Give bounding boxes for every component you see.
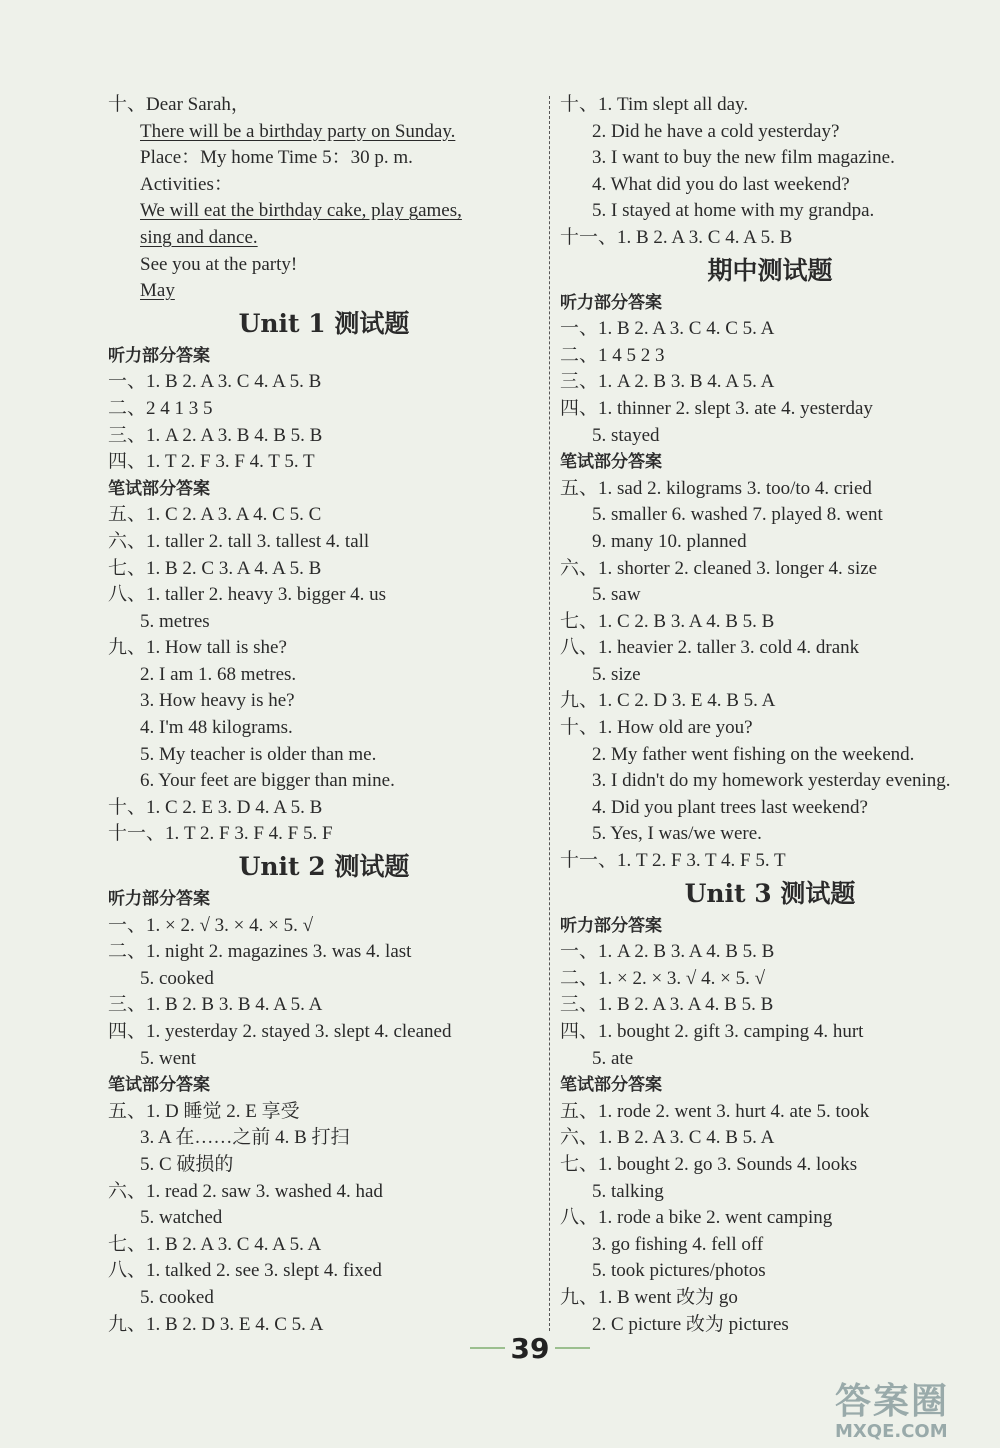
answer-line: 八、1. talked 2. see 3. slept 4. fixed bbox=[108, 1260, 382, 1282]
answer-line: 3. How heavy is he? bbox=[140, 690, 295, 712]
answer-line: 一、1. × 2. √ 3. × 4. × 5. √ bbox=[108, 914, 314, 936]
answer-line: 5. watched bbox=[140, 1207, 223, 1229]
answer-line: 十一、1. T 2. F 3. F 4. F 5. F bbox=[108, 823, 333, 845]
watermark-domain: MXQE.COM bbox=[835, 1421, 948, 1442]
answer-line: 一、1. B 2. A 3. C 4. A 5. B bbox=[108, 371, 322, 393]
answer-line: 5. cooked bbox=[140, 967, 214, 989]
answer-line: 三、1. B 2. B 3. B 4. A 5. A bbox=[108, 994, 323, 1016]
midterm-written-heading: 笔试部分答案 bbox=[560, 452, 662, 473]
answer-line: 5. saw bbox=[592, 584, 641, 606]
page-number bbox=[470, 1326, 590, 1370]
answer-line: 六、1. read 2. saw 3. washed 4. had bbox=[108, 1180, 383, 1202]
answer-line: 3. I want to buy the new film magazine. bbox=[592, 147, 895, 169]
midterm-listening-heading: 听力部分答案 bbox=[560, 292, 662, 313]
answer-line: 八、1. taller 2. heavy 3. bigger 4. us bbox=[108, 584, 387, 606]
watermark-logo bbox=[835, 1382, 985, 1442]
answer-line: 七、1. bought 2. go 3. Sounds 4. looks bbox=[560, 1153, 858, 1175]
unit2-listening-heading: 听力部分答案 bbox=[108, 889, 210, 910]
page-number-text: 39 bbox=[505, 1332, 556, 1365]
answer-line: 十、1. C 2. E 3. D 4. A 5. B bbox=[108, 796, 323, 818]
unit1-listening-heading: 听力部分答案 bbox=[108, 345, 210, 366]
letter-line: There will be a birthday party on Sunday. bbox=[140, 120, 456, 142]
answer-line: 四、1. bought 2. gift 3. camping 4. hurt bbox=[560, 1021, 864, 1042]
letter-line: We will eat the birthday cake, play games, bbox=[140, 200, 462, 222]
answer-line: 五、1. D 睡觉 2. E 享受 bbox=[108, 1100, 300, 1122]
unit1-written-heading: 笔试部分答案 bbox=[108, 478, 210, 499]
letter-line: See you at the party! bbox=[140, 253, 298, 275]
answer-line: 十、1. Tim slept all day. bbox=[560, 94, 749, 115]
answer-line: 3. A 在……之前 4. B 打扫 bbox=[140, 1127, 350, 1149]
letter-line: Place：My home Time 5：30 p. m. bbox=[140, 147, 413, 169]
answer-line: 5. metres bbox=[140, 610, 210, 632]
answer-line: 三、1. B 2. A 3. A 4. B 5. B bbox=[560, 994, 774, 1016]
answer-line: 5. talking bbox=[592, 1180, 664, 1202]
answer-line: 六、1. B 2. A 3. C 4. B 5. A bbox=[560, 1127, 775, 1149]
answer-line: 3. I didn't do my homework yesterday evening. bbox=[592, 770, 951, 792]
answer-line: 5. ate bbox=[592, 1047, 634, 1069]
answer-line: 七、1. B 2. A 3. C 4. A 5. A bbox=[108, 1233, 322, 1255]
letter-greeting: 十、Dear Sarah， bbox=[108, 94, 250, 115]
column-divider bbox=[549, 96, 551, 1346]
answer-line: 5. My teacher is older than me. bbox=[140, 743, 377, 765]
answer-line: 十、1. How old are you? bbox=[560, 717, 753, 739]
answer-line: 八、1. heavier 2. taller 3. cold 4. drank bbox=[560, 637, 860, 659]
answer-line: 十一、1. B 2. A 3. C 4. A 5. B bbox=[560, 226, 793, 248]
answer-line: 六、1. taller 2. tall 3. tallest 4. tall bbox=[108, 530, 370, 552]
answer-line: 4. I'm 48 kilograms. bbox=[140, 717, 293, 739]
watermark-text: 答案圈 bbox=[835, 1381, 950, 1422]
answer-line: 七、1. C 2. B 3. A 4. B 5. B bbox=[560, 610, 775, 632]
answer-line: 二、1. × 2. × 3. √ 4. × 5. √ bbox=[560, 967, 766, 989]
answer-line: 五、1. C 2. A 3. A 4. C 5. C bbox=[108, 504, 322, 526]
answer-line: 一、1. B 2. A 3. C 4. C 5. A bbox=[560, 318, 775, 340]
answer-line: 4. What did you do last weekend? bbox=[592, 173, 850, 195]
answer-line: 八、1. rode a bike 2. went camping bbox=[560, 1207, 833, 1229]
answer-line: 五、1. sad 2. kilograms 3. too/to 4. cried bbox=[560, 477, 872, 499]
right-column bbox=[560, 92, 980, 1338]
answer-line: 九、1. B went 改为 go bbox=[560, 1286, 738, 1308]
answer-line: 九、1. How tall is she? bbox=[108, 637, 287, 659]
answer-line: 二、2 4 1 3 5 bbox=[108, 397, 213, 419]
unit3-listening-heading: 听力部分答案 bbox=[560, 915, 662, 936]
answer-line: 5. smaller 6. washed 7. played 8. went bbox=[592, 504, 883, 526]
answer-line: 六、1. shorter 2. cleaned 3. longer 4. size bbox=[560, 557, 878, 579]
answer-line: 5. stayed bbox=[592, 424, 660, 446]
answer-line: 9. many 10. planned bbox=[592, 530, 747, 552]
answer-line: 5. went bbox=[140, 1047, 196, 1069]
answer-line: 二、1 4 5 2 3 bbox=[560, 344, 665, 366]
answer-line: 2. C picture 改为 pictures bbox=[592, 1313, 789, 1335]
letter-signature: May bbox=[140, 280, 175, 302]
answer-line: 4. Did you plant trees last weekend? bbox=[592, 796, 868, 818]
left-column bbox=[108, 92, 540, 1338]
answer-line: 九、1. C 2. D 3. E 4. B 5. A bbox=[560, 690, 776, 712]
answer-line: 3. go fishing 4. fell off bbox=[592, 1233, 764, 1255]
answer-line: 5. C 破损的 bbox=[140, 1153, 234, 1175]
answer-line: 七、1. B 2. C 3. A 4. A 5. B bbox=[108, 557, 322, 579]
answer-line: 九、1. B 2. D 3. E 4. C 5. A bbox=[108, 1313, 324, 1335]
answer-line: 2. I am 1. 68 metres. bbox=[140, 663, 297, 685]
midterm-title: 期中测试题 bbox=[707, 255, 833, 285]
answer-line: 5. size bbox=[592, 663, 641, 685]
answer-line: 五、1. rode 2. went 3. hurt 4. ate 5. took bbox=[560, 1100, 870, 1122]
answer-line: 三、1. A 2. A 3. B 4. B 5. B bbox=[108, 424, 323, 446]
unit2-written-heading: 笔试部分答案 bbox=[108, 1075, 210, 1096]
answer-line: 四、1. yesterday 2. stayed 3. slept 4. cleaned bbox=[108, 1021, 452, 1042]
answer-line: 四、1. thinner 2. slept 3. ate 4. yesterday bbox=[560, 397, 873, 419]
unit3-title: Unit 3 测试题 bbox=[684, 878, 856, 908]
letter-line: Activities： bbox=[140, 173, 233, 195]
answer-line: 5. cooked bbox=[140, 1286, 214, 1308]
answer-line: 2. Did he have a cold yesterday? bbox=[592, 120, 840, 142]
answer-line: 二、1. night 2. magazines 3. was 4. last bbox=[108, 941, 412, 963]
unit2-title: Unit 2 测试题 bbox=[238, 852, 410, 882]
answer-line: 6. Your feet are bigger than mine. bbox=[140, 770, 395, 792]
answer-line: 十一、1. T 2. F 3. T 4. F 5. T bbox=[560, 850, 786, 872]
answer-line: 一、1. A 2. B 3. A 4. B 5. B bbox=[560, 941, 775, 963]
answer-line: 5. Yes, I was/we were. bbox=[592, 823, 762, 845]
answer-line: 2. My father went fishing on the weekend. bbox=[592, 743, 915, 765]
answer-line: 三、1. A 2. B 3. B 4. A 5. A bbox=[560, 371, 775, 393]
answer-line: 5. I stayed at home with my grandpa. bbox=[592, 200, 875, 222]
unit3-written-heading: 笔试部分答案 bbox=[560, 1075, 662, 1096]
letter-line: sing and dance. bbox=[140, 226, 258, 248]
answer-line: 四、1. T 2. F 3. F 4. T 5. T bbox=[108, 451, 315, 473]
answer-line: 5. took pictures/photos bbox=[592, 1260, 766, 1282]
unit1-title: Unit 1 测试题 bbox=[238, 308, 410, 338]
